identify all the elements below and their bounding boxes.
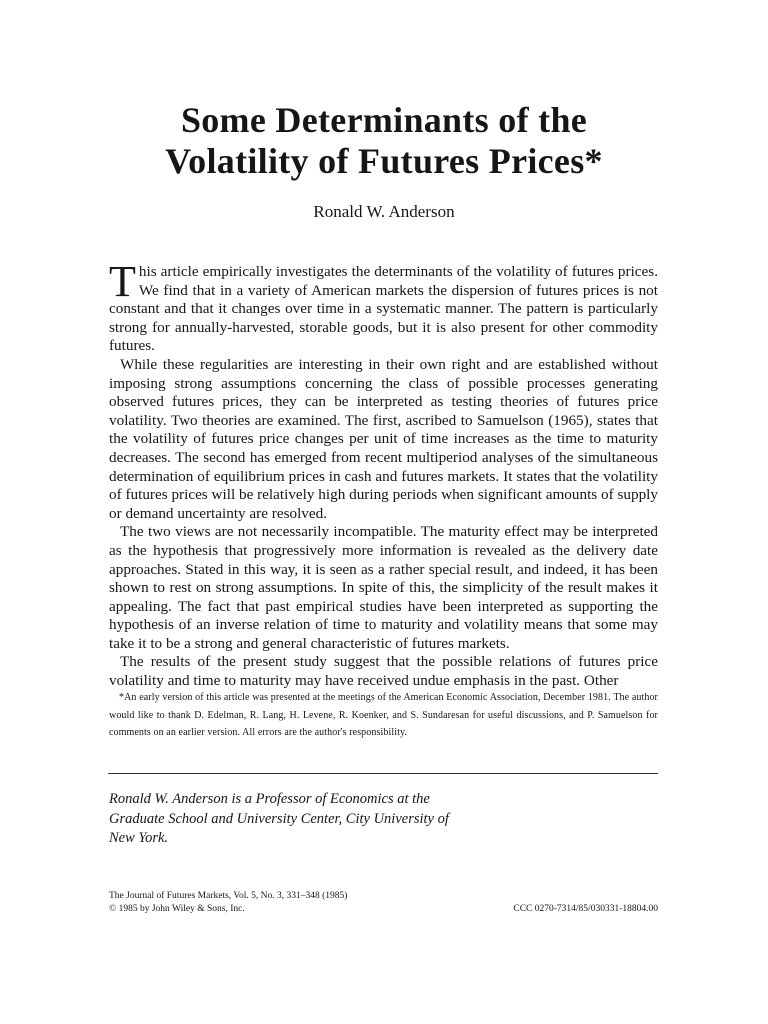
- paragraph: The two views are not necessarily incompatible. The maturity effect may be interpreted as the hypothesis that progressively more information is revealed as the delivery date approaches. Stated in this way, it is seen as a rather special result, and indeed, it has been shown to rest on strong assumptions. In spite of this, the simplicity of the result makes it appealing. The fact that past empirical studies have been interpreted as supporting the hypothesis of an inverse relation of time to maturity and volatility means that some may take it to be a strong and general characteristic of futures markets.: [109, 523, 658, 652]
- ccc-code: CCC 0270-7314/85/030331-18804.00: [513, 904, 658, 914]
- journal-line: The Journal of Futures Markets, Vol. 5, No. 3, 331–348 (1985): [109, 891, 348, 901]
- footnote-divider: [108, 773, 658, 774]
- article-title: [0, 100, 768, 182]
- copyright-line: © 1985 by John Wiley & Sons, Inc.: [109, 903, 245, 914]
- drop-cap: T: [109, 257, 136, 306]
- bio-line: Ronald W. Anderson is a Professor of Economics at the: [109, 791, 430, 807]
- bio-line: Graduate School and University Center, City University of: [109, 810, 449, 827]
- paragraph-text: his article empirically investigates the determinants of the volatility of futures prices. We find that in a variety of American markets the dispersion of futures prices is not constant and that it changes over time in a systematic manner. The pattern is particularly strong for annually-harvested, storable goods, but it is also present for other commodity futures.: [109, 263, 658, 355]
- title-line: Volatility of Futures Prices*: [165, 141, 603, 181]
- footnote: *An early version of this article was presented at the meetings of the American Economic Association, December 1981. The author would like to thank D. Edelman, R. Lang, H. Levene, R. Koenker, and S. Sundaresan for useful discussions, and P. Samuelson for comments on an earlier version. All errors are the author's responsibility.: [109, 692, 658, 738]
- journal-citation: [109, 890, 439, 915]
- paragraph: While these regularities are interesting in their own right and are established without imposing strong assumptions concerning the class of possible processes generating observed futures prices, they can be interpreted as testing theories of futures price volatility. Two theories are examined. The first, ascribed to Samuelson (1965), states that the volatility of futures price changes per unit of time increases as the time to maturity decreases. The second has emerged from recent multiperiod analyses of the simultaneous determination of equilibrium prices in cash and futures markets. It states that the volatility of futures prices will be relatively high during periods when significant amounts of supply or demand uncertainty are resolved.: [109, 355, 658, 522]
- author-name: Ronald W. Anderson: [313, 202, 455, 221]
- article-body: [109, 257, 658, 691]
- author-bio: [109, 790, 529, 849]
- bio-line: New York.: [109, 830, 169, 846]
- title-line: Some Determinants of the: [180, 100, 588, 140]
- paragraph: [109, 257, 658, 356]
- paragraph: The results of the present study suggest that the possible relations of futures price volatility and time to maturity may have received undue emphasis in the past. Other: [109, 653, 658, 690]
